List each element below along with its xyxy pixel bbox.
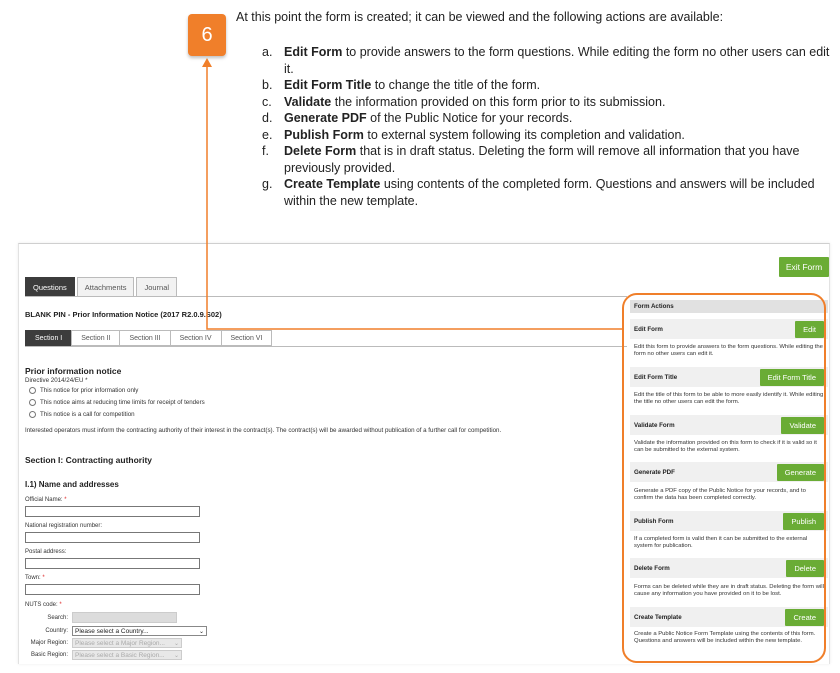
postal-address-label: Postal address: — [25, 549, 67, 555]
edit-button[interactable]: Edit — [795, 321, 824, 338]
publish-button[interactable]: Publish — [783, 513, 824, 530]
section-heading: Section I: Contracting authority — [25, 455, 153, 465]
action-description: Validate the information provided on this form to check if it is valid so it can be submitted to the external system. — [634, 440, 817, 454]
chevron-down-icon: ⌄ — [198, 628, 204, 635]
nuts-country-row: Country: Please select a Country... ⌄ — [19, 626, 207, 636]
major-region-select[interactable]: Please select a Major Region... ⌄ — [72, 638, 182, 648]
create-button[interactable]: Create — [785, 609, 824, 626]
basic-region-select[interactable]: Please select a Basic Region... ⌄ — [72, 650, 182, 660]
country-select[interactable]: Please select a Country... ⌄ — [72, 626, 207, 636]
radio-option[interactable]: This notice aims at reducing time limits for receipt of tenders — [29, 399, 205, 406]
app-screenshot — [18, 243, 830, 664]
chevron-down-icon: ⌄ — [173, 640, 179, 647]
national-registration-input[interactable] — [25, 532, 200, 543]
action-row-edit-title: Edit Form Title Edit Form Title — [630, 367, 828, 387]
action-description: If a completed form is valid then it can be submitted to the external system for publication. — [634, 536, 808, 550]
nuts-basic-row: Basic Region: Please select a Basic Region... ⌄ — [19, 650, 182, 660]
generate-button[interactable]: Generate — [777, 464, 824, 481]
tab-section-ii[interactable]: Section II — [71, 330, 120, 346]
pin-heading: Prior information notice — [25, 366, 122, 376]
directive-label: Directive 2014/24/EU * — [25, 377, 88, 384]
action-description: Create a Public Notice Form Template using the contents of this form. Questions and answers will be included within the new template. — [634, 631, 816, 645]
action-description: Edit the title of this form to be able to more easily identify it. While editing the title no other users can edit the form. — [634, 392, 824, 406]
step-number-badge: 6 — [188, 14, 226, 56]
nuts-search-input[interactable] — [72, 612, 177, 623]
official-name-label: Official Name: * — [25, 497, 67, 503]
radio-circle-icon[interactable] — [29, 411, 36, 418]
actions-explanation-list — [262, 44, 832, 209]
divider — [25, 296, 627, 297]
action-row-validate: Validate Form Validate — [630, 415, 828, 435]
chevron-down-icon: ⌄ — [173, 652, 179, 659]
tab-questions[interactable]: Questions — [25, 277, 75, 296]
section-tabs — [25, 330, 271, 346]
exit-form-button[interactable]: Exit Form — [779, 257, 829, 277]
tab-section-i[interactable]: Section I — [25, 330, 72, 346]
list-item: a. Edit Form to provide answers to the form questions. While editing the form no other users can edit it. — [262, 45, 830, 76]
list-item: c. Validate the information provided on this form prior to its submission. — [262, 94, 666, 109]
action-description: Edit this form to provide answers to the form questions. While editing the form no other users can edit it. — [634, 344, 823, 358]
action-row-create-template: Create Template Create — [630, 607, 828, 627]
action-row-delete: Delete Form Delete — [630, 558, 828, 578]
list-item: b. Edit Form Title to change the title of the form. — [262, 78, 541, 92]
nuts-major-row: Major Region: Please select a Major Region... ⌄ — [19, 638, 182, 648]
list-item: f. Delete Form that is in draft status. Deleting the form will remove all information that you have previously provided. — [262, 144, 800, 175]
radio-option[interactable]: This notice is a call for competition — [29, 411, 135, 418]
list-item: g. Create Template using contents of the completed form. Questions and answers will be included within the new template. — [262, 177, 815, 208]
edit-form-title-button[interactable]: Edit Form Title — [760, 369, 824, 386]
panel-title: Form Actions — [630, 300, 828, 313]
radio-option[interactable]: This notice for prior information only — [29, 387, 138, 394]
callout-intro: At this point the form is created; it can be viewed and the following actions are available: — [236, 10, 724, 24]
action-row-edit: Edit Form Edit — [630, 319, 828, 339]
radio-circle-icon[interactable] — [29, 399, 36, 406]
town-input[interactable] — [25, 584, 200, 595]
town-label: Town: * — [25, 575, 45, 581]
tab-attachments[interactable]: Attachments — [77, 277, 135, 296]
tab-section-vi[interactable]: Section VI — [221, 330, 273, 346]
national-registration-label: National registration number: — [25, 523, 103, 529]
form-title: BLANK PIN - Prior Information Notice (2017 R2.0.9.S02) — [25, 310, 222, 319]
divider — [25, 346, 627, 347]
action-row-publish: Publish Form Publish — [630, 511, 828, 531]
postal-address-input[interactable] — [25, 558, 200, 569]
nuts-code-label: NUTS code: * — [25, 602, 62, 608]
list-item: d. Generate PDF of the Public Notice for your records. — [262, 111, 573, 125]
delete-button[interactable]: Delete — [786, 560, 824, 577]
tab-section-iii[interactable]: Section III — [119, 330, 170, 346]
list-item: e. Publish Form to external system following its completion and validation. — [262, 127, 685, 142]
validate-button[interactable]: Validate — [781, 417, 824, 434]
form-actions-panel — [630, 300, 828, 664]
radio-circle-icon[interactable] — [29, 387, 36, 394]
arrow-head-icon — [202, 58, 212, 67]
official-name-input[interactable] — [25, 506, 200, 517]
tab-section-iv[interactable]: Section IV — [170, 330, 222, 346]
tab-journal[interactable]: Journal — [136, 277, 177, 296]
subsection-heading: I.1) Name and addresses — [25, 480, 119, 489]
interest-notice: Interested operators must inform the contracting authority of their interest in the contract(s). The contract(s) will be awarded without publication of a further call for competition. — [25, 427, 502, 434]
action-description: Generate a PDF copy of the Public Notice for your records, and to confirm the data has been completed correctly. — [634, 488, 806, 502]
main-tabs — [25, 277, 179, 296]
action-description: Forms can be deleted while they are in draft status. Deleting the form will cause any information you have provided on it to be lost. — [634, 584, 824, 598]
nuts-search-row: Search: — [19, 612, 177, 623]
action-row-generate-pdf: Generate PDF Generate — [630, 462, 828, 482]
